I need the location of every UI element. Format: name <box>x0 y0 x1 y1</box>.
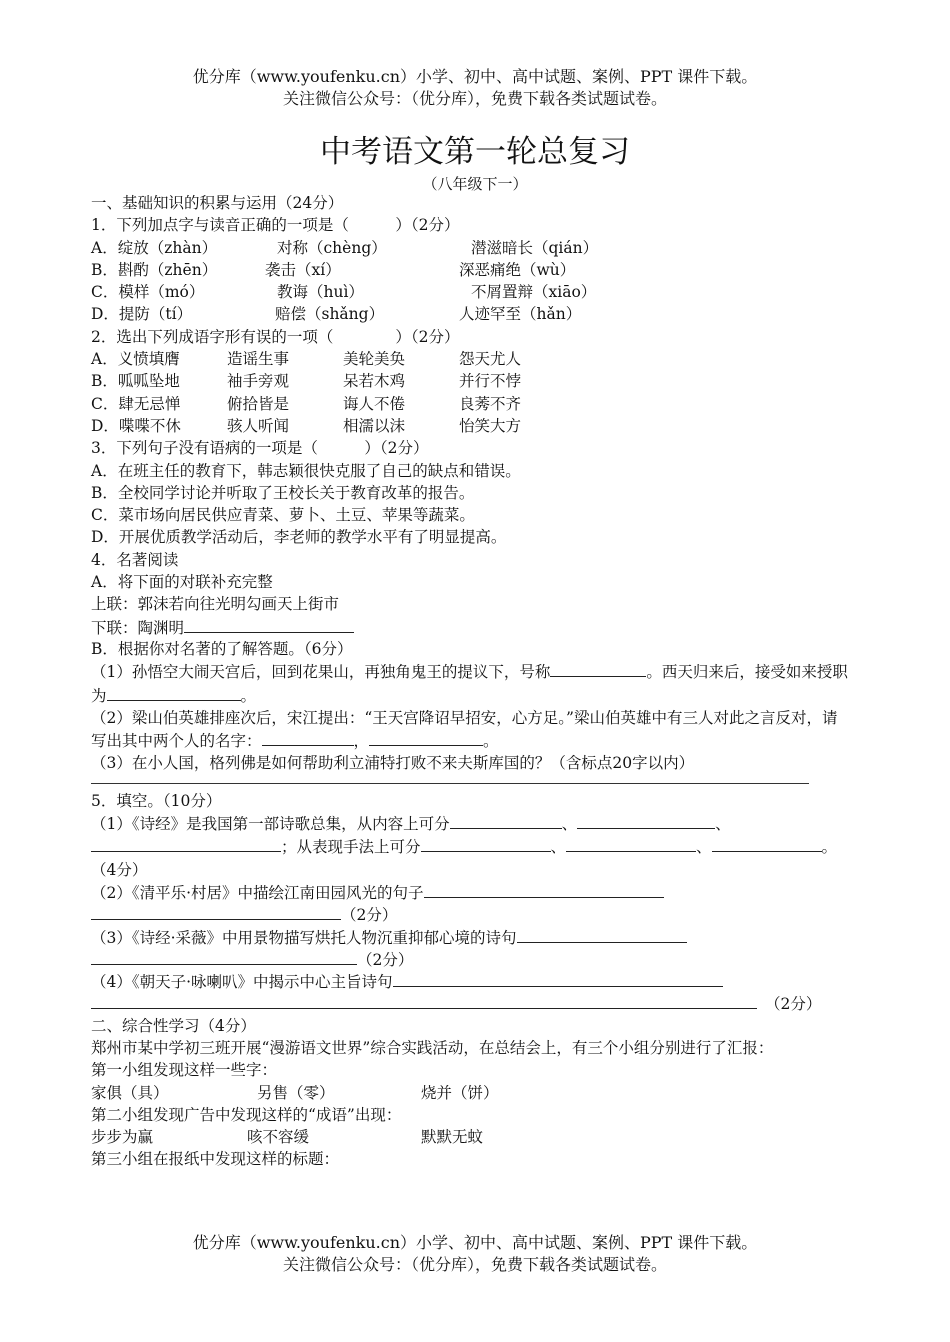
q1-a-word2: 对称（chèng） <box>277 238 387 257</box>
q5-p4-blank1[interactable] <box>393 970 723 987</box>
q2-d-idiom3: 相濡以沫 <box>343 416 406 435</box>
q2-a-idiom3: 美轮美奂 <box>343 350 406 369</box>
footer-line-2: 关注微信公众号：（优分库），免费下载各类试题试卷。 <box>282 1255 667 1274</box>
q5-p4-blank2[interactable] <box>91 992 757 1009</box>
q5-p4 <box>91 970 851 992</box>
section2-heading: 二、综合性学习（4分） <box>91 1016 256 1035</box>
q5-p1-sep4: 、 <box>696 838 712 857</box>
section1-heading: 一、基础知识的积累与运用（24分） <box>91 194 344 212</box>
q2-c-idiom4: 良莠不齐 <box>459 394 522 413</box>
q5-p3-score: （2分） <box>357 950 414 969</box>
q2-d-idiom4: 怡笑大方 <box>459 416 522 435</box>
q5-p1-score: 。（4分） <box>91 838 838 879</box>
q5-p2-score: （2分） <box>341 906 398 925</box>
q5-p3-blank2[interactable] <box>91 948 357 965</box>
q5-p3 <box>91 926 851 948</box>
header-line-2: 关注微信公众号：（优分库），免费下载各类试题试卷。 <box>282 89 667 108</box>
q5-p1-blank6[interactable] <box>712 835 822 852</box>
couplet-upper: 上联：郭沫若向往光明勾画天上街市 <box>91 595 340 614</box>
q2-option-a <box>91 348 851 370</box>
q5-p2-blank2[interactable] <box>91 903 341 920</box>
q4-b2-sep: ， <box>353 732 370 751</box>
q1-d-word1: D．提防（tí） <box>91 305 193 324</box>
q1-d-word2: 赔偿（shǎng） <box>275 305 385 324</box>
couplet-answer-blank[interactable] <box>184 616 354 633</box>
q5-p1-blank3[interactable] <box>91 835 281 852</box>
q1-a-word3: 潜滋暗长（qián） <box>471 238 599 257</box>
q1-a-word1: A．绽放（zhàn） <box>91 238 218 257</box>
q5-p3-text: （3）《诗经·采薇》中用景物描写烘托人物沉重抑郁心境的诗句 <box>91 928 517 947</box>
q2-d-idiom2: 骇人听闻 <box>227 416 290 435</box>
page-title: 中考语文第一轮总复习 <box>320 134 630 170</box>
q2-option-c <box>91 393 851 415</box>
q2-d-idiom1: D．喋喋不休 <box>91 416 181 435</box>
q5-p1-sep3: 、 <box>550 838 567 857</box>
q2-b-idiom2: 袖手旁观 <box>227 372 290 391</box>
page-subtitle: （八年级下一） <box>422 175 528 193</box>
q5-p4-text: （4）《朝天子·咏喇叭》中揭示中心主旨诗句 <box>91 973 393 992</box>
q5-p1-blank4[interactable] <box>421 835 551 852</box>
q1-c-word3: 不屑置辩（xiāo） <box>471 283 597 302</box>
group1-words <box>91 1082 851 1104</box>
q4-b3: （3）在小人国，格列佛是如何帮助利立浦特打败不来夫斯库国的？（含标点20字以内） <box>91 754 695 773</box>
q5-p1-text2: ；从表现手法上可分 <box>281 838 421 857</box>
q3-option-c: C．菜市场向居民供应青菜、萝卜、土豆、苹果等蔬菜。 <box>91 506 475 525</box>
q5-p2 <box>91 881 851 903</box>
q5-p1-blank2[interactable] <box>577 812 715 829</box>
q5-p1-text1: （1）《诗经》是我国第一部诗歌总集，从内容上可分 <box>91 815 450 834</box>
q2-option-d <box>91 415 851 437</box>
couplet-lower: 下联：陶渊明 <box>91 618 185 637</box>
q4-b2-blank2[interactable] <box>369 729 483 746</box>
q2-stem: 2．选出下列成语字形有误的一项（ ）（2分） <box>91 327 460 346</box>
q1-c-word1: C．模样（mó） <box>91 283 205 302</box>
group2-word3: 默默无蚊 <box>421 1128 484 1147</box>
q4-b1 <box>91 660 851 707</box>
q4-b2-text: （2）梁山伯英雄排座次后，宋江提出：“王天宫降诏早招安，心方足。”梁山伯英雄中有三人对此之言反对，请写出其中两个人的名字： <box>91 708 838 751</box>
q5-p2-text: （2）《清平乐·村居》中描绘江南田园风光的句子 <box>91 883 424 902</box>
group2-word2: 咳不容缓 <box>247 1128 310 1147</box>
q3-option-b: B．全校同学讨论并听取了王校长关于教育改革的报告。 <box>91 483 475 502</box>
q4-b1-blank2[interactable] <box>107 684 241 701</box>
group2-word1: 步步为赢 <box>91 1128 154 1147</box>
q3-stem: 3．下列句子没有语病的一项是（ ）（2分） <box>91 439 429 458</box>
q4-b-label: B．根据你对名著的了解答题。（6分） <box>91 639 353 658</box>
q4-b2 <box>91 707 851 753</box>
q4-heading: 4．名著阅读 <box>91 550 179 569</box>
q1-b-word3: 深恶痛绝（wù） <box>459 260 576 279</box>
q2-c-idiom2: 俯拾皆是 <box>227 394 290 413</box>
q2-a-idiom2: 造谣生事 <box>227 350 290 369</box>
q4-b3-answer-line[interactable] <box>91 775 809 784</box>
q2-b-idiom3: 呆若木鸡 <box>343 372 406 391</box>
q4-b1-end: 。 <box>240 686 257 705</box>
couplet-lower-line <box>91 616 851 638</box>
q2-a-idiom4: 怨天尤人 <box>459 350 522 369</box>
q5-p4-cont <box>91 992 851 1014</box>
q2-b-idiom1: B．呱呱坠地 <box>91 372 180 391</box>
q5-p3-blank1[interactable] <box>517 926 687 943</box>
q1-option-c <box>91 281 851 303</box>
q5-p1-blank1[interactable] <box>450 812 562 829</box>
q4-b2-end: 。 <box>483 732 499 751</box>
q2-c-idiom3: 诲人不倦 <box>343 394 406 413</box>
header-line-1: 优分库（www.youfenku.cn）小学、初中、高中试题、案例、PPT 课件下载。 <box>192 67 758 86</box>
q4-b1-text2: 。西天归来后，接受如来授职为 <box>91 663 848 705</box>
q1-option-b <box>91 259 851 281</box>
group1-label: 第一小组发现这样一些字： <box>91 1061 278 1080</box>
q1-c-word2: 教诲（huì） <box>277 283 364 302</box>
group1-word1: 家俱（具） <box>91 1083 169 1102</box>
q1-option-d <box>91 303 851 325</box>
q1-option-a <box>91 237 851 259</box>
footer-line-1: 优分库（www.youfenku.cn）小学、初中、高中试题、案例、PPT 课件下载。 <box>192 1233 758 1252</box>
group1-word2: 另售（零） <box>257 1083 335 1102</box>
q1-b-word2: 袭击（xí） <box>265 260 341 279</box>
group2-label: 第二小组发现广告中发现这样的“成语”出现： <box>91 1105 402 1124</box>
group1-word3: 烧并（饼） <box>421 1083 499 1102</box>
q1-stem: 1．下列加点字与读音正确的一项是（ ）（2分） <box>91 216 460 235</box>
q5-p2-cont <box>91 903 851 925</box>
q3-option-d: D．开展优质教学活动后，李老师的教学水平有了明显提高。 <box>91 528 507 547</box>
q4-b1-text1: （1）孙悟空大闹天宫后，回到花果山，再独角鬼王的提议下，号称 <box>91 663 551 682</box>
q5-p4-score: （2分） <box>765 995 822 1014</box>
q5-p1 <box>91 812 851 881</box>
group2-words <box>91 1126 851 1148</box>
q2-b-idiom4: 并行不悖 <box>459 372 522 391</box>
q2-c-idiom1: C．肆无忌惮 <box>91 394 181 413</box>
q4-a-label: A．将下面的对联补充完整 <box>91 573 273 592</box>
q5-p1-blank5[interactable] <box>566 835 696 852</box>
q1-b-word1: B．斟酌（zhēn） <box>91 260 218 279</box>
section2-intro: 郑州市某中学初三班开展“漫游语文世界”综合实践活动，在总结会上，有三个小组分别进行了汇报： <box>91 1038 774 1057</box>
q5-heading: 5．填空。（10分） <box>91 791 222 810</box>
q4-b1-blank1[interactable] <box>550 660 646 677</box>
q4-b2-blank1[interactable] <box>262 729 354 746</box>
exam-content <box>91 192 851 1171</box>
q2-option-b <box>91 370 851 392</box>
q3-option-a: A．在班主任的教育下，韩志颖很快克服了自己的缺点和错误。 <box>91 461 521 480</box>
group3-label: 第三小组在报纸中发现这样的标题： <box>91 1150 340 1169</box>
page-footer <box>0 1232 950 1276</box>
q2-a-idiom1: A．义愤填膺 <box>91 350 180 369</box>
page-header <box>0 66 950 110</box>
q5-p1-sep1: 、 <box>561 815 578 834</box>
q5-p1-sep2: 、 <box>715 815 731 834</box>
q5-p3-cont <box>91 948 851 970</box>
q5-p2-blank1[interactable] <box>424 881 664 898</box>
q1-d-word3: 人迹罕至（hǎn） <box>459 305 582 324</box>
